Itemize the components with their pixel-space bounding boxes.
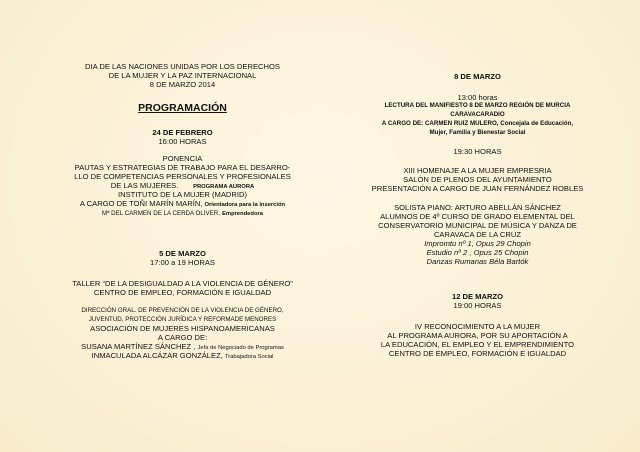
event1-speaker1-role: Orientadora para la inserción (204, 202, 286, 208)
event4-date: 12 DE MARZO (451, 292, 504, 301)
event1-title-2: LLO DE COMPETENCIAS PERSONALES Y PROFESIONALES (74, 172, 291, 181)
event2-person-2 (40, 351, 325, 362)
event3-tribute-1: XIII HOMENAJE A LA MUJER EMPRESRIA (403, 166, 552, 175)
event3-piece-3: Danzas Rumanas Béla Bartók (426, 257, 529, 266)
event1-title-1: PAUTAS Y ESTRATEGIAS DE TRABAJO PARA EL DESARRO- (74, 163, 291, 172)
event1-speaker1-name: A CARGO DE TOÑI MARÍN MARÍN, (79, 199, 203, 208)
event4-time: 19:00 HORAS (453, 301, 502, 310)
event2-person1-role: Jefa de Negociado de Programas (197, 345, 284, 351)
event2-person2-role: Trabajadora Social (224, 354, 274, 360)
event1-program: PROGRAMA AURORA (193, 184, 255, 190)
event4-line-4: CENTRO DE EMPLEO, FORMACIÓN E IGUALDAD (388, 349, 567, 358)
event1-speaker2-name: Mª DEL CARMEN DE LA CERDA OLIVER, (102, 210, 220, 217)
programacion-heading: PROGRAMACIÓN (138, 102, 227, 114)
event3-date: 8 DE MARZO (454, 72, 501, 81)
event3-piece-2: Estudio nº 2 , Opus 25 Chopin (426, 248, 529, 257)
event2-title: TALLER “DE LA DESIGUALDAD A LA VIOLENCIA DE GÉNERO” (72, 279, 293, 288)
event3-music-2: ALUMNOS DE 4º CURSO DE GRADO ELEMENTAL DEL (380, 212, 575, 221)
event2-date: 5 DE MARZO (159, 249, 206, 258)
event1-date: 24 DE FEBRERO (152, 128, 213, 137)
event3-music-1: SOLISTA PIANO: ARTURO ABELLÁN SÁNCHEZ (394, 203, 561, 212)
event3-host (335, 119, 620, 128)
event1-speaker-2 (40, 208, 325, 219)
event4-line-1: IV RECONOCIMIENTO A LA MUJER (414, 322, 541, 331)
event1-speaker2-role: Emprendedora (222, 211, 263, 217)
event3-tribute-2: SALÓN DE PLENOS DEL AYUNTAMIENTO (403, 175, 552, 184)
event1-time: 16:00 HORAS (158, 137, 207, 146)
event2-org-2: JUVENTUD, PROTECCIÓN JURÍDICA Y REFORMADE MENORES (88, 316, 277, 323)
event3-time-1: 13:00 horas (457, 93, 498, 102)
event3-host-role-2: Mujer, Familia y Bienestar Social (429, 129, 526, 136)
event4-line-2: AL PROGRAMA AURORA, POR SU APORTACIÓN A (387, 331, 568, 340)
event4-line-3: LA EDUCACIÓN, EL EMPLEO Y EL EMPRENDIMIENTO (380, 340, 575, 349)
event2-person1-name: SUSANA MARTÍNEZ SÁNCHEZ , (81, 342, 196, 351)
event3-host-label: A CARGO DE: CARMEN RUIZ MULERO, (381, 120, 499, 127)
event2-time: 17:00 a 19 HORAS (149, 258, 215, 267)
event2-venue: CENTRO DE EMPLEO, FORMACIÓN E IGUALDAD (93, 288, 272, 297)
event3-reading-2: CARAVACARADIO (450, 111, 505, 118)
event3-music-3: CONSERVATORIO MUNICIPAL DE MÚSICA Y DANZA DE (378, 221, 577, 230)
event3-piece-1: Impromtu nº 1, Opus 29 Chopin (424, 239, 531, 248)
event2-person2-name: INMACULADA ALCÁZAR GONZÁLEZ, (91, 351, 223, 360)
event1-institute: INSTITUTO DE LA MUJER (MADRID) (118, 190, 247, 199)
event3-music-4: CARAVACA DE LA CRUZ (433, 230, 522, 239)
event2-org-1: DIRECCIÓN GRAL. DE PREVENCIÓN DE LA VIOLENCIA DE GÉNERO, (81, 307, 284, 314)
header-line-1: DIA DE LAS NACIONES UNIDAS POR LOS DERECHOS (85, 62, 280, 71)
event3-reading-1: LECTURA DEL MANIFIESTO 8 DE MARZO REGIÓN DE MURCIA (384, 102, 571, 109)
header-line-2: DE LA MUJER Y LA PAZ INTERNACIONAL (108, 71, 257, 80)
event1-title-end: DE LAS MUJERES. (110, 181, 179, 190)
event2-org-3: ASOCIACIÓN DE MUJERES HISPANOAMERICANAS (90, 324, 275, 333)
event3-time-2: 19:30 HORAS (453, 147, 502, 156)
header-line-3: 8 DE MARZO 2014 (149, 80, 216, 89)
event1-type: PONENCIA (162, 154, 203, 163)
event3-tribute-3: PRESENTACIÓN A CARGO DE JUAN FERNÁNDEZ ROBLES (371, 184, 584, 193)
event3-host-role-1: Concejala de Educación, (500, 120, 574, 127)
event2-org-4: A CARGO DE: (157, 333, 208, 342)
